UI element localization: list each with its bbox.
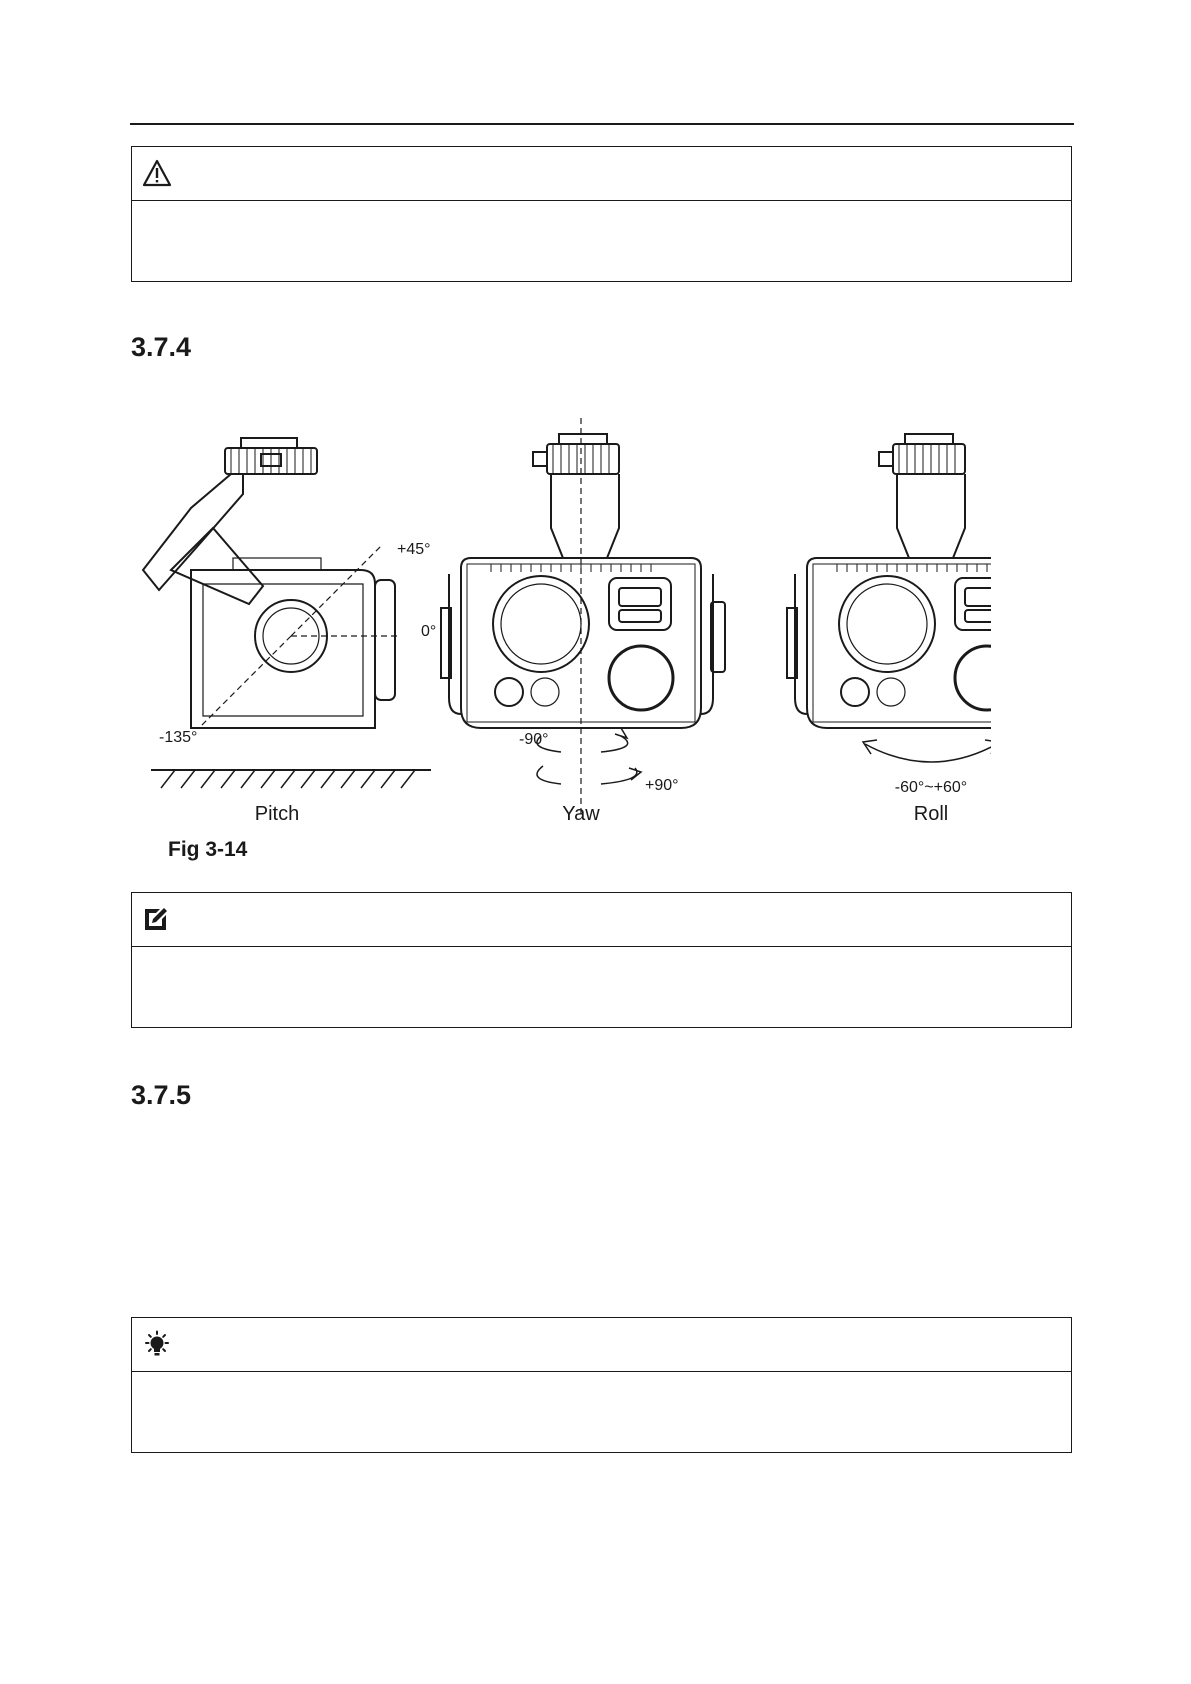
yaw-right-angle: +90° (645, 777, 679, 794)
note-box-header (132, 893, 1071, 947)
warning-box-header (132, 147, 1071, 201)
pitch-up-angle: +45° (397, 541, 431, 558)
tip-box (131, 1317, 1072, 1453)
pitch-level-angle: 0° (421, 623, 437, 640)
yaw-diagram (441, 418, 725, 818)
figure-caption: Fig 3-14 (168, 838, 248, 861)
tip-box-header (132, 1318, 1071, 1372)
roll-range-angle: -60°~+60° (894, 779, 968, 796)
note-box (131, 892, 1072, 1028)
header-rule (130, 123, 1074, 125)
pitch-label: Pitch (254, 803, 300, 825)
section-heading-3-7-5: 3.7.5 (131, 1080, 192, 1110)
pencil-note-icon (142, 905, 170, 933)
section-heading-3-7-4: 3.7.4 (131, 332, 192, 362)
yaw-label: Yaw (562, 803, 600, 825)
lightbulb-tip-icon (142, 1330, 172, 1360)
warning-triangle-icon (142, 159, 172, 187)
yaw-left-angle: -90° (519, 731, 549, 748)
gimbal-rotation-figure (131, 418, 991, 838)
roll-label: Roll (913, 803, 949, 825)
pitch-down-angle: -135° (159, 729, 198, 746)
roll-diagram (787, 434, 991, 762)
warning-box (131, 146, 1072, 282)
